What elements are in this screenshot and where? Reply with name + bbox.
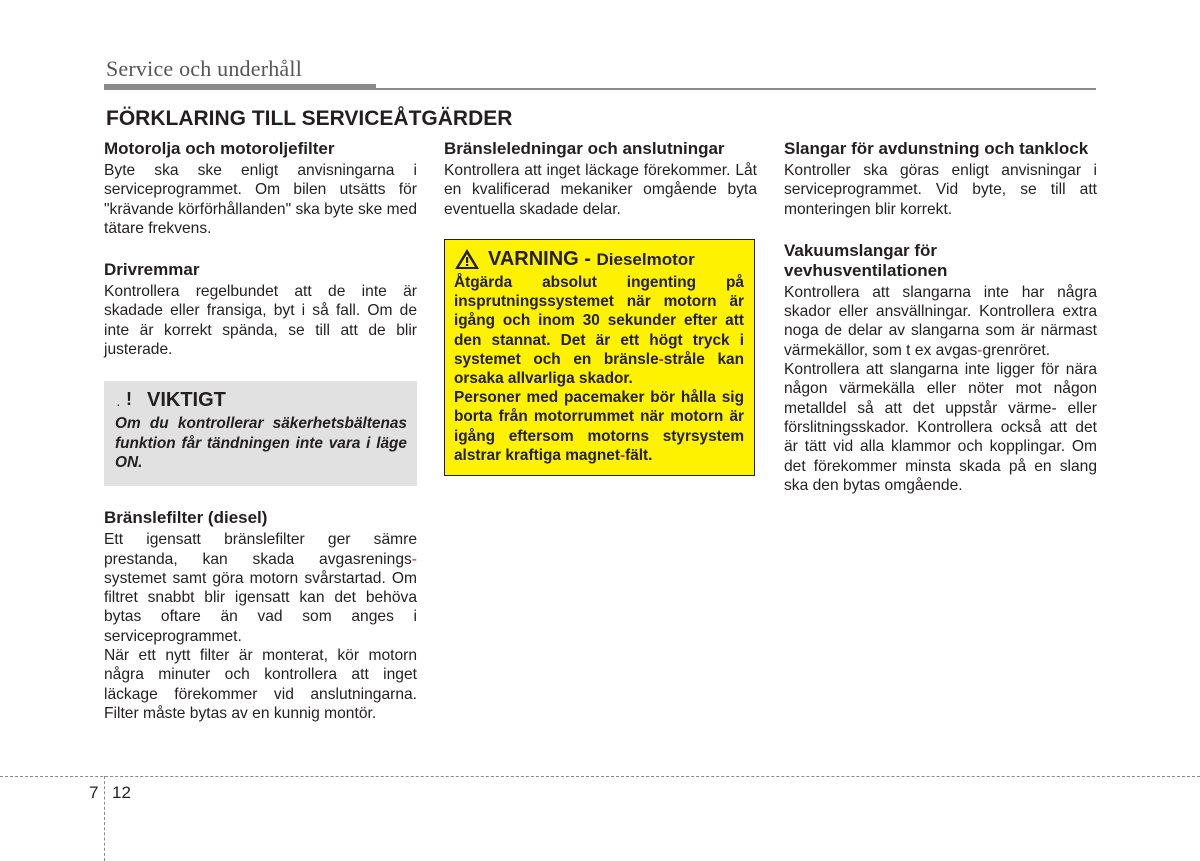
belts-heading: Drivremmar bbox=[104, 260, 200, 280]
evap-hoses-text: Kontroller ska göras enligt anvisningar i serviceprogrammet. Vid byte, se till att monteringen blir korrekt. bbox=[784, 162, 1097, 218]
red-hyphen: - bbox=[977, 341, 983, 359]
evap-hoses-heading: Slangar för avdunstning och tanklock bbox=[784, 139, 1089, 158]
important-text: Om du kontrollerar säkerhetsbältenas funktion får tändningen inte vara i läge ON. bbox=[115, 415, 407, 471]
footer-rule bbox=[0, 776, 1200, 777]
warning-title: VARNING - bbox=[488, 247, 597, 270]
vacuum-hoses-text-1: Kontrollera att slangarna inte har några skador eller ansvällningar. Kontrollera extra noga de delar av slangarna som är närmast värmekällor, som t ex avgas-grenröret. bbox=[784, 283, 1097, 359]
vacuum-hoses-heading: Vakuumslangar för vevhusventilationen bbox=[784, 240, 948, 280]
running-header: Service och underhåll bbox=[106, 56, 303, 81]
warning-text-1: Åtgärda absolut ingenting på insprutningssystemet när motorn är igång och inom 30 sekunder efter att den stannat. Det är ett högt tryck i systemet och en bränsle-stråle kan orsaka allvarliga skador. bbox=[454, 273, 744, 387]
column-left bbox=[104, 139, 417, 723]
vacuum-hoses-text-2: Kontrollera att slangarna inte ligger för nära någon värmekälla eller nöter mot någon metalldel så att det uppstår värme- eller förslitningsskador. Kontrollera också att det är tätt vid alla klammor och kopplingar. Om det förekommer minsta skada på en slang ska den bytas omgående. bbox=[784, 361, 1097, 494]
header-rule bbox=[104, 84, 376, 90]
chapter-number: 7 bbox=[89, 783, 99, 802]
red-hyphen: - bbox=[619, 446, 626, 464]
exclamation-icon: . ! bbox=[117, 388, 132, 409]
fuel-filter-heading: Bränslefilter (diesel) bbox=[104, 508, 268, 528]
fuel-filter-text-2: När ett nytt filter är monterat, kör motorn några minuter och kontrollera att inget läckage förekommer vid anslutningarna. Filter måste bytas av en kunnig montör. bbox=[104, 647, 417, 722]
red-hyphen: - bbox=[411, 550, 417, 568]
column-right bbox=[784, 139, 1097, 495]
fuel-filter-text-1: Ett igensatt bränslefilter ger sämre prestanda, kan skada avgasrenings-systemet samt göra motorn svårstartad. Om filtret snabbt blir igensatt kan det behöva bytas oftare än vad som anges i serviceprogrammet. bbox=[104, 531, 417, 645]
oil-text: Byte ska ske enligt anvisningarna i serviceprogrammet. Om bilen utsätts för "krävande körförhållanden" ska byte ske med tätare frekvens. bbox=[104, 162, 417, 237]
column-middle bbox=[444, 139, 757, 476]
footer-vertical-rule bbox=[104, 776, 105, 861]
belts-text: Kontrollera regelbundet att de inte är skadade eller fransiga, byt i så fall. Om de inte är korrekt spända, se till att de blir justerade. bbox=[104, 283, 417, 359]
important-notice bbox=[104, 381, 417, 486]
section-title: FÖRKLARING TILL SERVICEÅTGÄRDER bbox=[106, 107, 513, 130]
header-rule-thin bbox=[376, 88, 1096, 90]
page-number: 12 bbox=[112, 783, 131, 802]
important-title: VIKTIGT bbox=[147, 389, 226, 412]
oil-heading: Motorolja och motoroljefilter bbox=[104, 139, 335, 158]
fuel-lines-heading: Bränsleledningar och anslutningar bbox=[444, 139, 725, 158]
warning-triangle-icon bbox=[454, 248, 480, 270]
red-hyphen: - bbox=[658, 350, 664, 368]
warning-notice bbox=[444, 239, 755, 476]
fuel-lines-text: Kontrollera att inget läckage förekommer. Låt en kvalificerad mekaniker omgående byta eventuella skadade delar. bbox=[444, 162, 757, 218]
warning-text-2: Personer med pacemaker bör hålla sig borta från motorrummet när motorn är igång eftersom motorns styrsystem alstrar kraftiga magnet-fält. bbox=[454, 389, 744, 464]
warning-subtitle: Dieselmotor bbox=[596, 249, 695, 269]
